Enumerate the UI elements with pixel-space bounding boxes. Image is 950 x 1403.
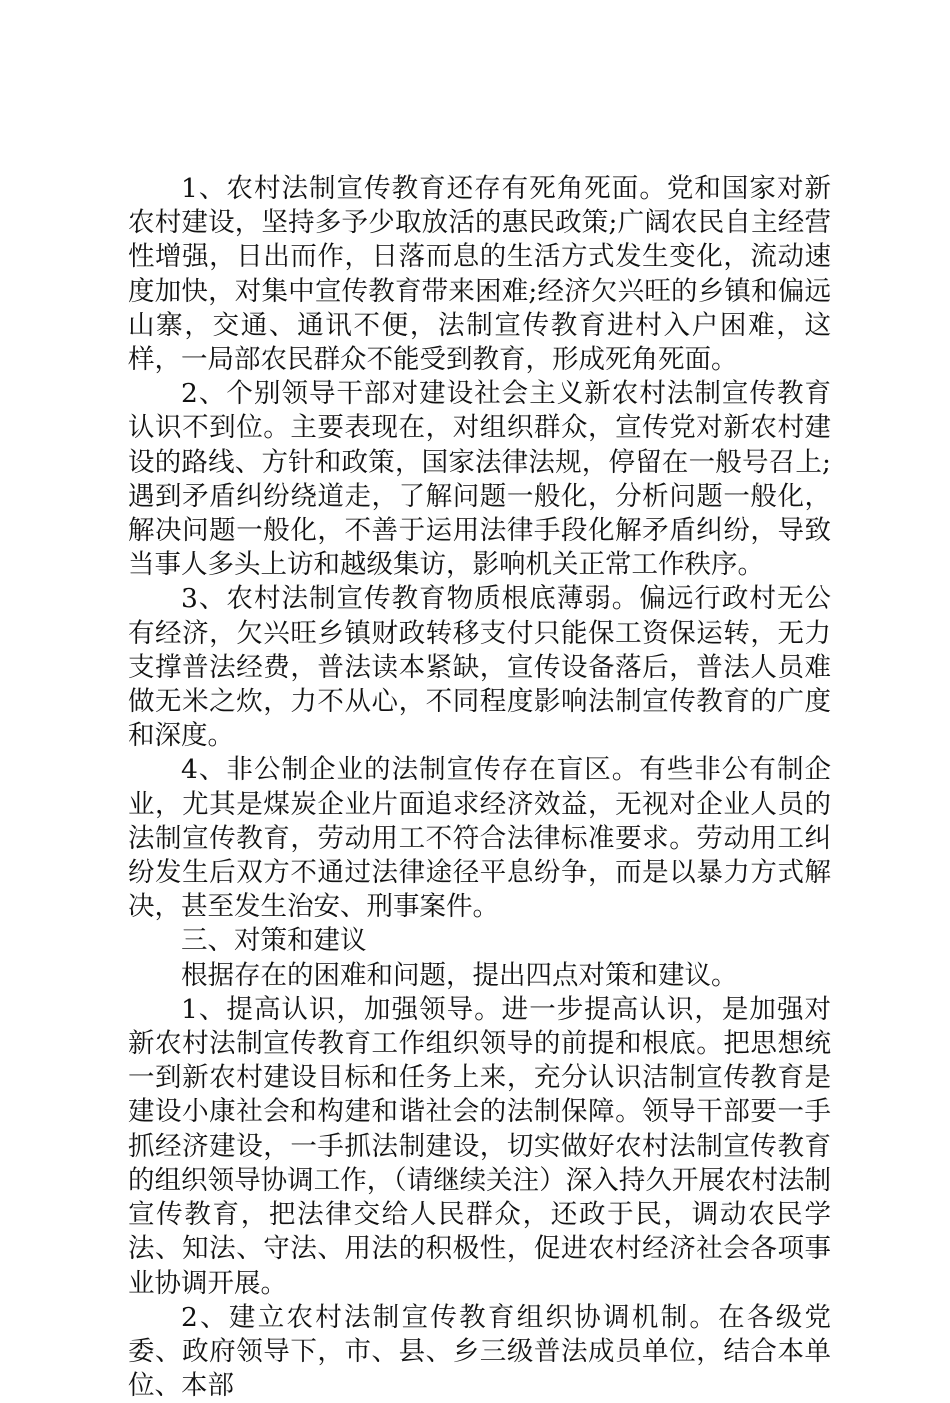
paragraph-raise-awareness: 1、提高认识，加强领导。进一步提高认识，是加强对新农村法制宣传教育工作组织领导的前提和根底。把思想统一到新农村建设目标和任务上来，充分认识洁制宣传教育是建设小康社会和构建和谐社会的法制保障。领导干部要一手抓经济建设，一手抓法制建设，切实做好农村法制宣传教育的组织领导协调工作，（请继续关注）深入持久开展农村法制宣传教育，把法律交给人民群众，还政于民，调动农民学法、知法、守法、用法的积极性，促进农村经济社会各项事业协调开展。	[128, 993, 831, 1299]
document-body	[128, 172, 831, 1403]
paragraph-blind-spots: 1、农村法制宣传教育还存有死角死面。党和国家对新农村建设，坚持多予少取放活的惠民政策;广阔农民自主经营性增强，日出而作，日落而息的生活方式发生变化，流动速度加快，对集中宣传教育带来困难;经济欠兴旺的乡镇和偏远山寨，交通、通讯不便，法制宣传教育进村入户困难，这样，一局部农民群众不能受到教育，形成死角死面。	[128, 173, 831, 376]
paragraph-coordination-mechanism: 2、建立农村法制宣传教育组织协调机制。在各级党委、政府领导下，市、县、乡三级普法成员单位，结合本单位、本部	[128, 1301, 831, 1402]
paragraph-intro-countermeasures: 根据存在的困难和问题，提出四点对策和建议。	[181, 959, 738, 991]
paragraph-non-public-enterprises: 4、非公制企业的法制宣传存在盲区。有些非公有制企业，尤其是煤炭企业片面追求经济效益，无视对企业人员的法制宣传教育，劳动用工不符合法律标准要求。劳动用工纠纷发生后双方不通过法律途径平息纷争，而是以暴力方式解决，甚至发生治安、刑事案件。	[128, 754, 831, 923]
section-heading-countermeasures: 三、对策和建议	[181, 925, 367, 957]
paragraph-leadership-awareness: 2、个别领导干部对建设社会主义新农村法制宣传教育认识不到位。主要表现在，对组织群众，宣传党对新农村建设的路线、方针和政策，国家法律法规，停留在一般号召上;遇到矛盾纠纷绕道走，了解问题一般化，分析问题一般化，解决问题一般化，不善于运用法律手段化解矛盾纠纷，导致当事人多头上访和越级集访，影响机关正常工作秩序。	[128, 378, 831, 581]
paragraph-weak-foundation: 3、农村法制宣传教育物质根底薄弱。偏远行政村无公有经济，欠兴旺乡镇财政转移支付只能保工资保运转，无力支撑普法经费，普法读本紧缺，宣传设备落后，普法人员难做无米之炊，力不从心，不同程度影响法制宣传教育的广度和深度。	[128, 583, 831, 752]
